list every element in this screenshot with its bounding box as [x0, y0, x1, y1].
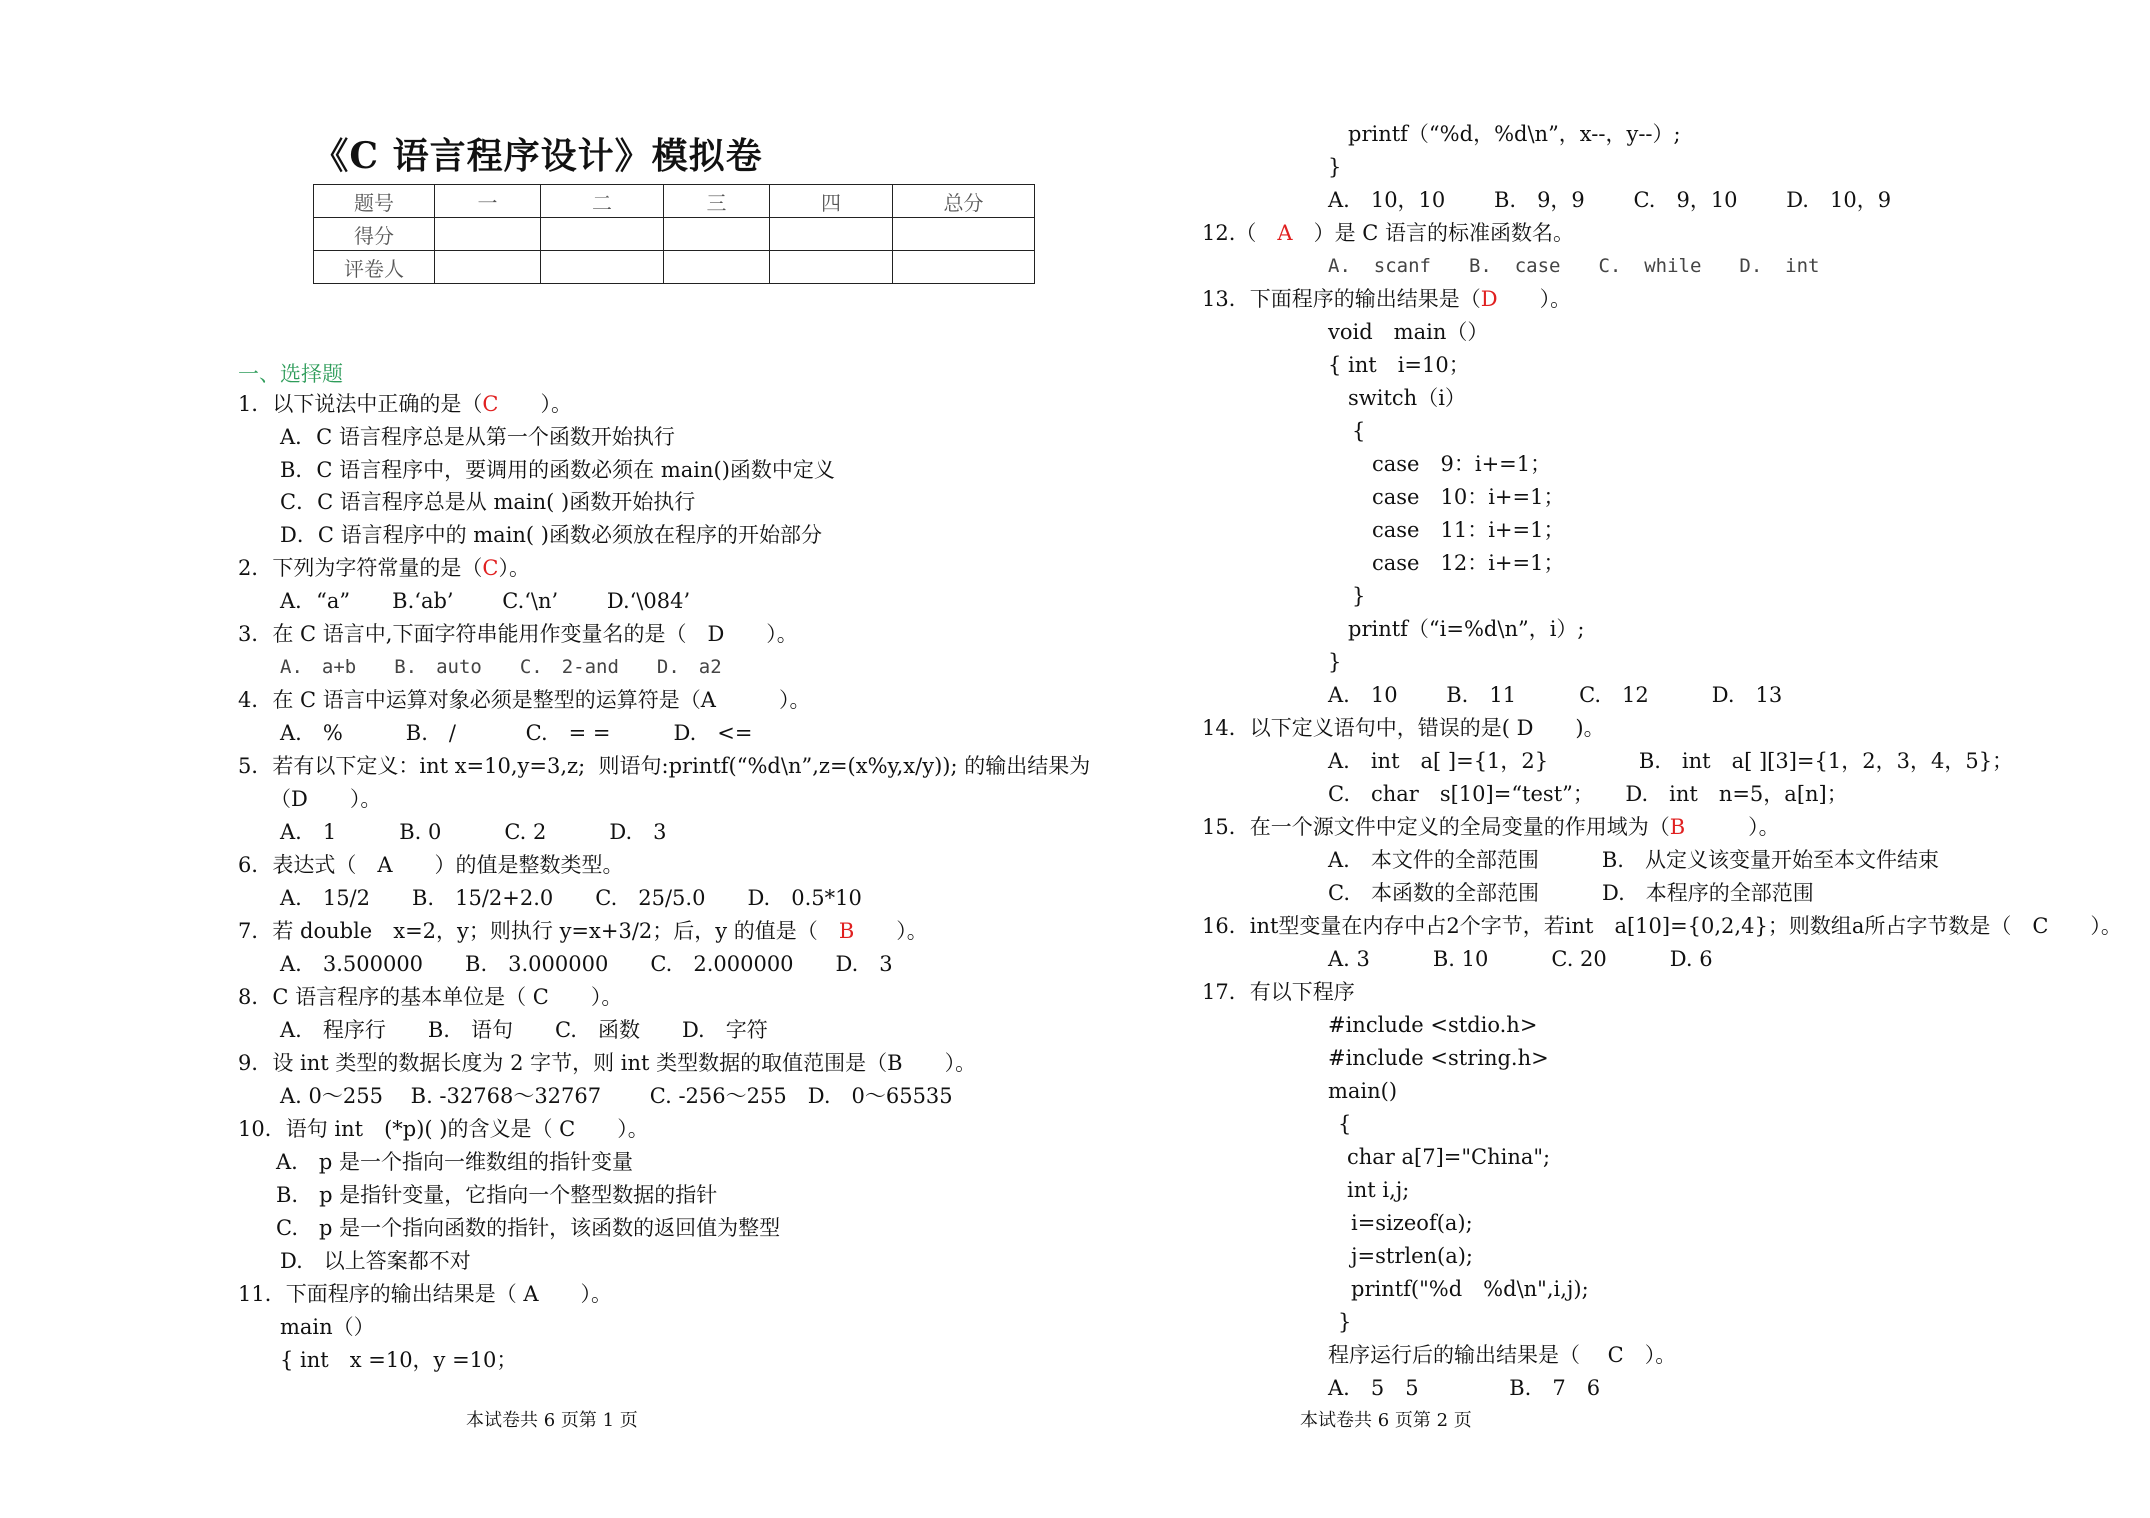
question-line: printf("%d %d\n",i,j);: [1351, 1277, 1589, 1301]
question-line: A. scanf B. case C. while D. int: [1328, 255, 1820, 277]
question-line: A. int a[ ]={1，2} B. int a[ ][3]={1，2，3，4，5}；: [1328, 749, 2014, 773]
question-stem: 8．C 语言程序的基本单位是（ C ）。: [238, 985, 623, 1009]
question-stem: 9．设 int 类型的数据长度为 2 字节，则 int 类型数据的取值范围是（B ）。: [238, 1051, 977, 1075]
question-line: void main（）: [1328, 320, 1489, 344]
answer-mark: D: [1480, 287, 1498, 311]
score-cell[interactable]: [893, 218, 1035, 251]
header-cell: 总分: [893, 185, 1035, 218]
question-line: char a[7]="China";: [1347, 1145, 1551, 1169]
grader-cell[interactable]: [893, 251, 1035, 284]
question-stem: 14．以下定义语句中，错误的是( D )。: [1202, 716, 1605, 740]
question-stem: 16．int型变量在内存中占2个字节，若int a[10]={0,2,4}；则数组a所占字节数是（ C ）。: [1202, 914, 2122, 938]
question-line: A. 15/2 B. 15/2+2.0 C. 25/5.0 D. 0.5*10: [280, 886, 862, 910]
question-line: A. 本文件的全部范围 B. 从定义该变量开始至本文件结束: [1328, 848, 1939, 872]
question-stem: 17．有以下程序: [1202, 980, 1355, 1004]
question-line: case 11：i+=1；: [1372, 518, 1565, 542]
answer-mark: A: [1277, 221, 1293, 245]
question-line: A. 3.500000 B. 3.000000 C. 2.000000 D. 3: [280, 952, 893, 976]
question-line: { int x =10，y =10；: [280, 1348, 518, 1372]
header-cell: 题号: [314, 185, 435, 218]
question-line: A．C 语言程序总是从第一个函数开始执行: [280, 425, 675, 449]
question-line: }: [1338, 1310, 1352, 1334]
question-line: A. a+b B. auto C. 2-and D. a2: [280, 656, 722, 678]
question-line: A. 0～255 B. -32768～32767 C. -256～255 D. 0～65535: [280, 1084, 953, 1108]
question-line: 程序运行后的输出结果是（ C ）。: [1328, 1343, 1677, 1367]
question-line: printf（“i=%d\n”，i）;: [1348, 617, 1585, 641]
question-line: main(): [1328, 1079, 1398, 1103]
question-line: }: [1352, 584, 1366, 608]
question-line: }: [1328, 155, 1342, 179]
answer-mark: C: [482, 392, 499, 416]
grader-cell[interactable]: [541, 251, 664, 284]
question-line: }: [1328, 650, 1342, 674]
question-line: A. p 是一个指向一维数组的指针变量: [276, 1150, 633, 1174]
question-line: C. p 是一个指向函数的指针，该函数的返回值为整型: [276, 1216, 781, 1240]
question-line: C．C 语言程序总是从 main( )函数开始执行: [280, 490, 696, 514]
question-line: B．C 语言程序中，要调用的函数必须在 main()函数中定义: [280, 458, 835, 482]
page-footer: 本试卷共 6 页第 2 页: [1300, 1410, 1472, 1431]
question-stem: 1．以下说法中正确的是（C ）。: [238, 392, 572, 416]
grader-cell[interactable]: [435, 251, 541, 284]
answer-mark: C: [482, 556, 499, 580]
header-cell: 三: [664, 185, 770, 218]
question-line: C. 本函数的全部范围 D. 本程序的全部范围: [1328, 881, 1814, 905]
question-line: case 9：i+=1；: [1372, 452, 1552, 476]
question-stem: 13．下面程序的输出结果是（D ）。: [1202, 287, 1572, 311]
question-line: {: [1338, 1112, 1352, 1136]
question-line: A．“a” B.‘ab’ C.‘\n’ D.‘\084’: [280, 589, 691, 613]
question-line: B. p 是指针变量，它指向一个整型数据的指针: [276, 1183, 718, 1207]
question-stem: 4．在 C 语言中运算对象必须是整型的运算符是（A ）。: [238, 688, 811, 712]
question-stem: 6．表达式（ A ）的值是整数类型。: [238, 853, 624, 877]
question-line: #include <stdio.h>: [1328, 1013, 1538, 1037]
table-row: [314, 251, 1035, 284]
page-footer: 本试卷共 6 页第 1 页: [466, 1410, 638, 1431]
question-stem: 2．下列为字符常量的是（C）。: [238, 556, 530, 580]
question-line: printf（“%d，%d\n”，x--，y--）;: [1348, 122, 1681, 146]
page-2: [1075, 0, 2150, 1518]
question-line: A. 程序行 B. 语句 C. 函数 D. 字符: [280, 1018, 768, 1042]
score-table: [313, 184, 1035, 284]
question-stem: 11．下面程序的输出结果是（ A ）。: [238, 1282, 613, 1306]
question-line: A. 5 5 B. 7 6: [1328, 1376, 1601, 1400]
question-line: case 10：i+=1；: [1372, 485, 1565, 509]
question-line: A. 3 B. 10 C. 20 D. 6: [1328, 947, 1713, 971]
header-cell: 二: [541, 185, 664, 218]
question-line: D. 以上答案都不对: [280, 1249, 471, 1273]
score-cell[interactable]: [435, 218, 541, 251]
question-line: D．C 语言程序中的 main( )函数必须放在程序的开始部分: [280, 523, 822, 547]
question-line: j=strlen(a);: [1351, 1244, 1474, 1268]
question-stem: 15．在一个源文件中定义的全局变量的作用域为（B ）。: [1202, 815, 1780, 839]
exam-title: 《C 语言程序设计》模拟卷: [312, 135, 763, 177]
score-cell[interactable]: [770, 218, 893, 251]
question-line: A. 10 B. 11 C. 12 D. 13: [1328, 683, 1783, 707]
question-stem: 3．在 C 语言中,下面字符串能用作变量名的是（ D ）。: [238, 622, 798, 646]
answer-mark: B: [1669, 815, 1686, 839]
answer-mark: B: [838, 919, 855, 943]
score-cell[interactable]: [664, 218, 770, 251]
row-label: 评卷人: [314, 251, 435, 284]
question-line: int i,j;: [1347, 1178, 1410, 1202]
row-label: 得分: [314, 218, 435, 251]
table-row: [314, 218, 1035, 251]
question-line: {: [1352, 419, 1366, 443]
question-line: A. % B. / C. = = D. <=: [280, 721, 753, 745]
question-line: A. 1 B. 0 C. 2 D. 3: [280, 820, 667, 844]
table-row: [314, 185, 1035, 218]
grader-cell[interactable]: [770, 251, 893, 284]
question-stem: 12.（ A ）是 C 语言的标准函数名。: [1202, 221, 1574, 245]
question-line: #include <string.h>: [1328, 1046, 1549, 1070]
question-stem: 7．若 double x=2，y；则执行 y=x+3/2；后，y 的值是（ B ）。: [238, 919, 928, 943]
section-heading: 一、选择题: [238, 362, 343, 386]
header-cell: 一: [435, 185, 541, 218]
question-line: i=sizeof(a);: [1351, 1211, 1473, 1235]
question-line: main（）: [280, 1315, 375, 1339]
question-line: switch（i）: [1348, 386, 1466, 410]
question-stem: 10．语句 int (*p)( )的含义是（ C ）。: [238, 1117, 649, 1141]
grader-cell[interactable]: [664, 251, 770, 284]
question-stem: A. 10，10 B. 9，9 C. 9，10 D. 10，9: [1328, 188, 1892, 212]
question-line: C. char s[10]=“test”； D. int n=5，a[n]；: [1328, 782, 1848, 806]
score-cell[interactable]: [541, 218, 664, 251]
question-line: { int i=10；: [1328, 353, 1470, 377]
question-stem: 5．若有以下定义：int x=10,y=3,z; 则语句:printf(“%d\n”,z=(x%y,x/y)); 的输出结果为: [238, 754, 1091, 778]
header-cell: 四: [770, 185, 893, 218]
question-line: case 12：i+=1；: [1372, 551, 1565, 575]
question-line: （D ）。: [270, 787, 382, 811]
